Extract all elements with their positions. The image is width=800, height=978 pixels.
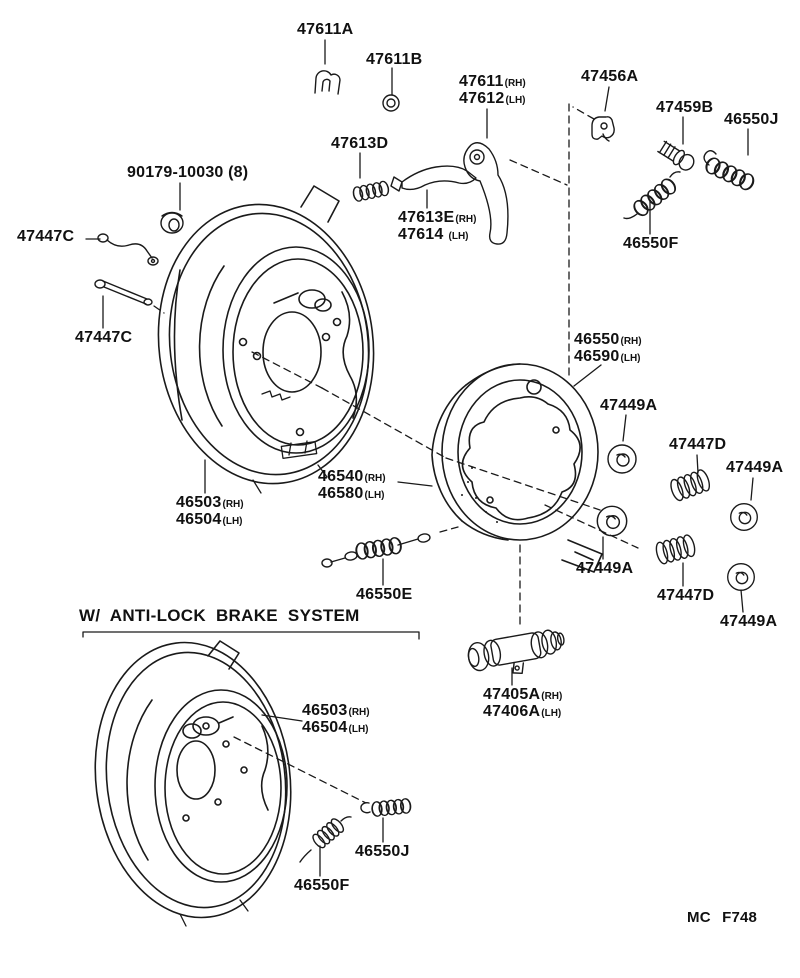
label-46550j-top: 46550J [724,111,779,128]
label-47613d: 47613D [331,135,389,152]
label-47611-47612: 47611(RH) 47612(LH) [459,73,526,107]
label-90179-10030: 90179-10030 (8) [127,164,249,181]
dashed-axis-lines [154,104,638,803]
backing-plate-lower-drawing [80,631,306,929]
label-47449a-2: 47449A [726,459,784,476]
small-parts-drawing [95,68,757,862]
label-46540-46580: 46540(RH) 46580(LH) [318,468,386,502]
label-46550-46590: 46550(RH) 46590(LH) [574,331,642,365]
label-47611b: 47611B [366,51,423,68]
label-46550e: 46550E [356,586,413,603]
label-46550j-bottom: 46550J [355,843,410,860]
label-47611a: 47611A [297,21,354,38]
label-47456a: 47456A [581,68,639,85]
label-47613e-47614: 47613E(RH) 47614 (LH) [398,209,477,243]
section-title-abs: W/ ANTI-LOCK BRAKE SYSTEM [79,606,360,625]
label-47447d-lower: 47447D [657,587,715,604]
label-47447c-lower: 47447C [75,329,133,346]
label-47405a-47406a: 47405A(RH) 47406A(LH) [483,686,563,720]
label-46503-46504-lower: 46503(RH) 46504(LH) [302,702,370,736]
backing-plate-upper-drawing [143,186,390,496]
label-47459b: 47459B [656,99,714,116]
label-47449a-3: 47449A [576,560,634,577]
figure-code: MC F748 [687,909,758,926]
wheel-cylinder-drawing [466,628,568,682]
label-47449a-1: 47449A [600,397,658,414]
label-46503-46504-upper: 46503(RH) 46504(LH) [176,494,244,528]
label-47449a-4: 47449A [720,613,778,630]
brake-shoe-kit-drawing [432,364,602,572]
label-47447c-upper: 47447C [17,228,75,245]
label-46550f-upper: 46550F [623,235,679,252]
label-47447d-upper: 47447D [669,436,727,453]
label-46550f-bottom: 46550F [294,877,350,894]
